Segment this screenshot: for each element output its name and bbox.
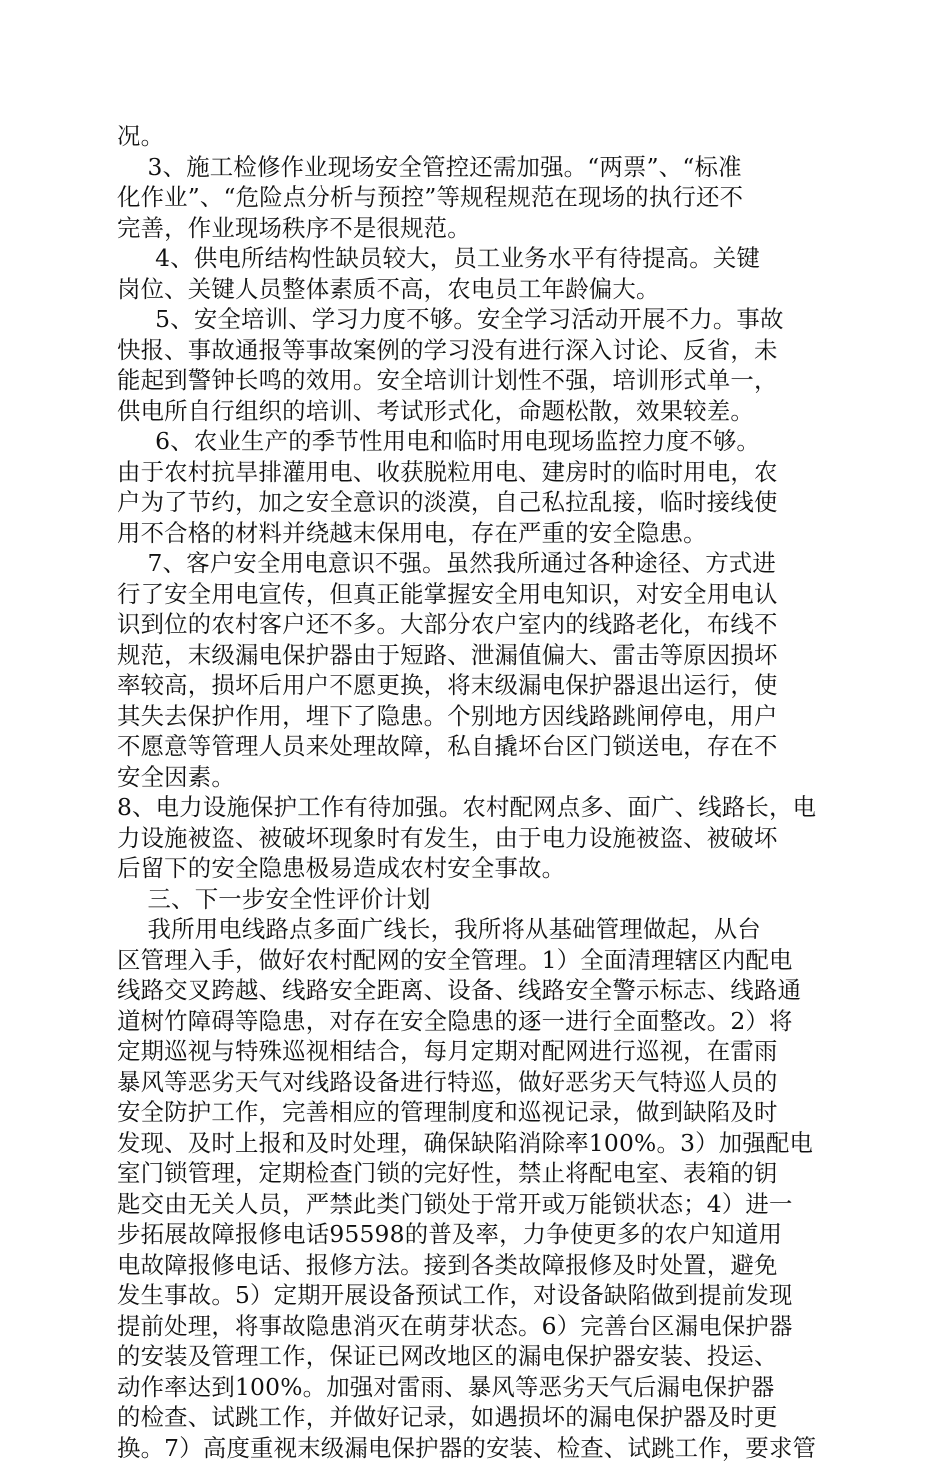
text-line: 安全因素。 xyxy=(117,762,830,793)
text-line: 8、电力设施保护工作有待加强。农村配网点多、面广、线路长，电 xyxy=(117,792,830,823)
text-line: 5、安全培训、学习力度不够。安全学习活动开展不力。事故 xyxy=(117,304,830,335)
text-line: 行了安全用电宣传，但真正能掌握安全用电知识，对安全用电认 xyxy=(117,579,830,610)
section-heading: 三、下一步安全性评价计划 xyxy=(117,884,830,915)
text-line: 6、农业生产的季节性用电和临时用电现场监控力度不够。 xyxy=(117,426,830,457)
document-page xyxy=(117,121,830,1463)
text-line: 识到位的农村客户还不多。大部分农户室内的线路老化，布线不 xyxy=(117,609,830,640)
text-line: 供电所自行组织的培训、考试形式化，命题松散，效果较差。 xyxy=(117,396,830,427)
text-line: 用不合格的材料并绕越末保用电，存在严重的安全隐患。 xyxy=(117,518,830,549)
text-line: 步拓展故障报修电话95598的普及率，力争使更多的农户知道用 xyxy=(117,1219,830,1250)
text-line: 定期巡视与特殊巡视相结合，每月定期对配网进行巡视，在雷雨 xyxy=(117,1036,830,1067)
text-line: 换。7）高度重视末级漏电保护器的安装、检查、试跳工作，要求管 xyxy=(117,1433,830,1463)
text-line: 规范，末级漏电保护器由于短路、泄漏值偏大、雷击等原因损坏 xyxy=(117,640,830,671)
text-line: 匙交由无关人员，严禁此类门锁处于常开或万能锁状态；4）进一 xyxy=(117,1189,830,1220)
text-line: 户为了节约，加之安全意识的淡漠，自己私拉乱接，临时接线使 xyxy=(117,487,830,518)
text-line: 完善，作业现场秩序不是很规范。 xyxy=(117,213,830,244)
text-line: 况。 xyxy=(117,121,830,152)
text-line: 由于农村抗旱排灌用电、收获脱粒用电、建房时的临时用电，农 xyxy=(117,457,830,488)
text-line: 室门锁管理，定期检查门锁的完好性，禁止将配电室、表箱的钥 xyxy=(117,1158,830,1189)
text-line: 区管理入手，做好农村配网的安全管理。1）全面清理辖区内配电 xyxy=(117,945,830,976)
text-line: 能起到警钟长鸣的效用。安全培训计划性不强，培训形式单一， xyxy=(117,365,830,396)
text-line: 不愿意等管理人员来处理故障，私自撬坏台区门锁送电，存在不 xyxy=(117,731,830,762)
text-line: 动作率达到100%。加强对雷雨、暴风等恶劣天气后漏电保护器 xyxy=(117,1372,830,1403)
text-line: 暴风等恶劣天气对线路设备进行特巡，做好恶劣天气特巡人员的 xyxy=(117,1067,830,1098)
text-line: 其失去保护作用，埋下了隐患。个别地方因线路跳闸停电，用户 xyxy=(117,701,830,732)
text-line: 的检查、试跳工作，并做好记录，如遇损坏的漏电保护器及时更 xyxy=(117,1402,830,1433)
text-line: 电故障报修电话、报修方法。接到各类故障报修及时处置，避免 xyxy=(117,1250,830,1281)
text-line: 岗位、关键人员整体素质不高，农电员工年龄偏大。 xyxy=(117,274,830,305)
text-line: 4、供电所结构性缺员较大，员工业务水平有待提高。关键 xyxy=(117,243,830,274)
text-line: 力设施被盗、被破坏现象时有发生，由于电力设施被盗、被破坏 xyxy=(117,823,830,854)
text-line: 提前处理，将事故隐患消灭在萌芽状态。6）完善台区漏电保护器 xyxy=(117,1311,830,1342)
text-line: 我所用电线路点多面广线长，我所将从基础管理做起，从台 xyxy=(117,914,830,945)
text-line: 7、客户安全用电意识不强。虽然我所通过各种途径、方式进 xyxy=(117,548,830,579)
text-line: 发现、及时上报和及时处理，确保缺陷消除率100%。3）加强配电 xyxy=(117,1128,830,1159)
text-line: 后留下的安全隐患极易造成农村安全事故。 xyxy=(117,853,830,884)
text-line: 3、施工检修作业现场安全管控还需加强。“两票”、“标准 xyxy=(117,152,830,183)
text-line: 化作业”、“危险点分析与预控”等规程规范在现场的执行还不 xyxy=(117,182,830,213)
text-line: 道树竹障碍等隐患，对存在安全隐患的逐一进行全面整改。2）将 xyxy=(117,1006,830,1037)
text-line: 快报、事故通报等事故案例的学习没有进行深入讨论、反省，未 xyxy=(117,335,830,366)
text-line: 的安装及管理工作，保证已网改地区的漏电保护器安装、投运、 xyxy=(117,1341,830,1372)
text-line: 发生事故。5）定期开展设备预试工作，对设备缺陷做到提前发现 xyxy=(117,1280,830,1311)
text-line: 线路交叉跨越、线路安全距离、设备、线路安全警示标志、线路通 xyxy=(117,975,830,1006)
text-line: 率较高，损坏后用户不愿更换，将末级漏电保护器退出运行，使 xyxy=(117,670,830,701)
text-line: 安全防护工作，完善相应的管理制度和巡视记录，做到缺陷及时 xyxy=(117,1097,830,1128)
